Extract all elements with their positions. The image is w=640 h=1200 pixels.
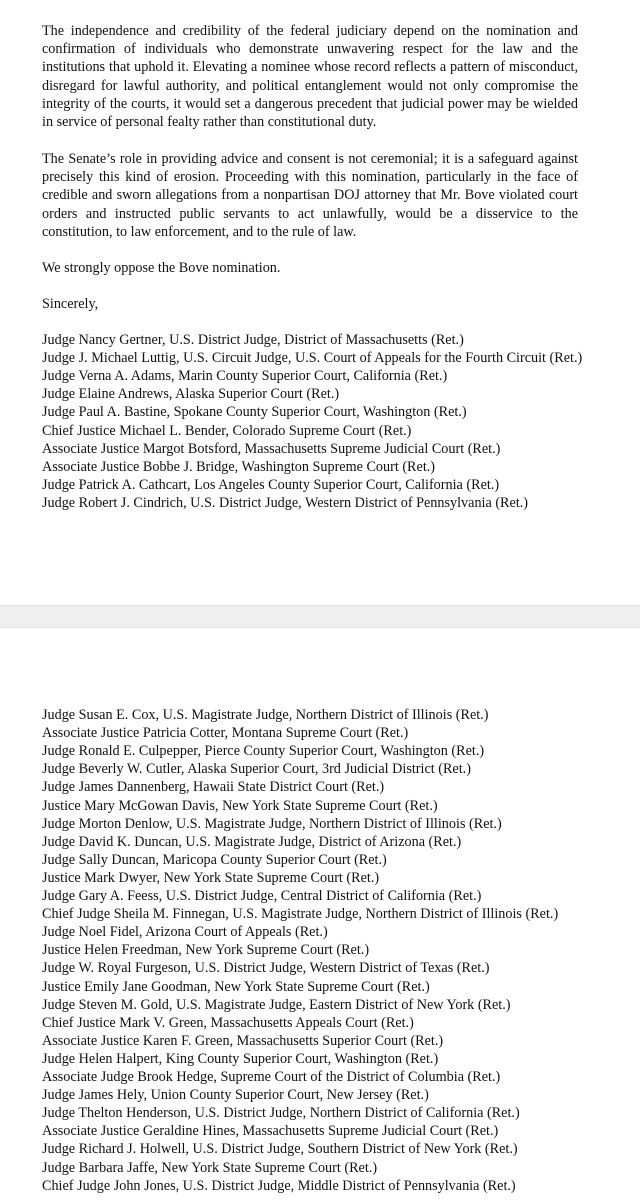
signatory: Judge James Dannenberg, Hawaii State District Court (Ret.) [42,779,385,796]
letter-page-2 [0,628,640,1200]
signatory: Judge Robert J. Cindrich, U.S. District Judge, Western District of Pennsylvania (Ret.) [42,494,529,511]
signatory: Associate Justice Patricia Cotter, Montana Supreme Court (Ret.) [42,725,409,742]
signatory: Chief Judge John Jones, U.S. District Judge, Middle District of Pennsylvania (Ret.) [42,1177,516,1194]
signatory: Justice Mary McGowan Davis, New York State Supreme Court (Ret.) [42,797,438,814]
signatory: Judge Steven M. Gold, U.S. Magistrate Judge, Eastern District of New York (Ret.) [42,996,511,1013]
signatory: Judge Paul A. Bastine, Spokane County Superior Court, Washington (Ret.) [42,404,467,421]
signatory: Judge Elaine Andrews, Alaska Superior Court (Ret.) [42,386,340,403]
signatory: Judge J. Michael Luttig, U.S. Circuit Judge, U.S. Court of Appeals for the Fourth Circuit (Ret.) [42,350,583,367]
paragraph-judicial-independence: The independence and credibility of the federal judiciary depend on the nomination and confirmation of individuals who demonstrate unwavering respect for the law and the institutions that uphold it. Elevating a nominee whose record reflects a pattern of misconduct, disregard for lawful authority, and political entanglement would not only compromise the integrity of the courts, it would set a dangerous precedent that judicial power may be wielded in service of personal fealty rather than constitutional duty. [42,23,578,131]
signatory: Judge Susan E. Cox, U.S. Magistrate Judge, Northern District of Illinois (Ret.) [42,707,489,723]
signatory: Judge Morton Denlow, U.S. Magistrate Judge, Northern District of Illinois (Ret.) [42,815,502,832]
signatory: Associate Justice Margot Botsford, Massachusetts Supreme Judicial Court (Ret.) [42,440,501,457]
signatory: Judge Gary A. Feess, U.S. District Judge, Central District of California (Ret.) [42,888,482,904]
signatory: Judge Thelton Henderson, U.S. District Judge, Northern District of California (Ret.) [42,1105,520,1122]
signatory: Justice Mark Dwyer, New York State Supreme Court (Ret.) [42,869,380,886]
signatory: Judge Ronald E. Culpepper, Pierce County Superior Court, Washington (Ret.) [42,743,485,760]
signatory: Justice Helen Freedman, New York Supreme Court (Ret.) [42,942,370,959]
signatory: Judge Barbara Jaffe, New York State Supreme Court (Ret.) [42,1159,378,1176]
signatory: Judge Verna A. Adams, Marin County Superior Court, California (Ret.) [42,368,448,385]
signatory: Associate Justice Geraldine Hines, Massachusetts Supreme Judicial Court (Ret.) [42,1123,499,1140]
signatory: Judge Helen Halpert, King County Superior Court, Washington (Ret.) [42,1050,439,1067]
signatory: Justice Emily Jane Goodman, New York State Supreme Court (Ret.) [42,978,430,995]
closing-salutation: Sincerely, [42,296,99,312]
signatory: Associate Justice Karen F. Green, Massachusetts Superior Court (Ret.) [42,1032,444,1049]
signatory: Judge Richard J. Holwell, U.S. District Judge, Southern District of New York (Ret.) [42,1141,518,1158]
signatory: Judge Beverly W. Cutler, Alaska Superior Court, 3rd Judicial District (Ret.) [42,761,471,778]
signatory: Chief Judge Sheila M. Finnegan, U.S. Magistrate Judge, Northern District of Illinois (Ret.) [42,906,559,923]
signatory: Judge Nancy Gertner, U.S. District Judge, District of Massachusetts (Ret.) [42,332,464,348]
signatory: Judge W. Royal Furgeson, U.S. District Judge, Western District of Texas (Ret.) [42,960,490,977]
opposition-statement: We strongly oppose the Bove nomination. [42,260,281,276]
signatory: Judge James Hely, Union County Superior Court, New Jersey (Ret.) [42,1087,429,1104]
signatory: Judge Patrick A. Cathcart, Los Angeles County Superior Court, California (Ret.) [42,476,500,493]
signatory: Judge Noel Fidel, Arizona Court of Appeals (Ret.) [42,924,328,941]
signatory: Chief Justice Mark V. Green, Massachusetts Appeals Court (Ret.) [42,1014,414,1031]
signatory: Associate Judge Brook Hedge, Supreme Court of the District of Columbia (Ret.) [42,1069,501,1085]
signatory: Judge Sally Duncan, Maricopa County Superior Court (Ret.) [42,851,387,868]
signatory: Associate Justice Bobbe J. Bridge, Washington Supreme Court (Ret.) [42,458,436,475]
signatory: Chief Justice Michael L. Bender, Colorado Supreme Court (Ret.) [42,422,412,439]
paragraph-senate-role: The Senate’s role in providing advice and consent is not ceremonial; it is a safeguard against precisely this kind of erosion. Proceeding with this nomination, particularly in the face of credible and sworn allegations from a nonpartisan DOJ attorney that Mr. Bove violated court orders and instructed public servants to act unlawfully, would be a disservice to the constitution, to law enforcement, and to the rule of law. [42,151,578,240]
signatory: Judge David K. Duncan, U.S. Magistrate Judge, District of Arizona (Ret.) [42,833,462,850]
page-break [0,605,640,628]
